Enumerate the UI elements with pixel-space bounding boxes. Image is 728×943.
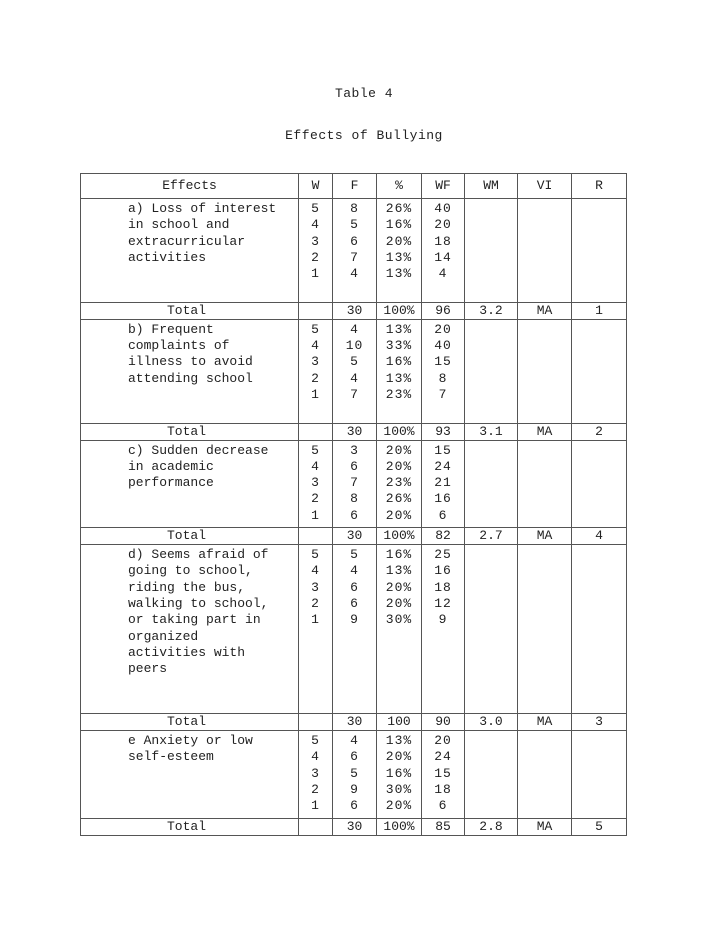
- effect-text-line: organized: [128, 628, 199, 644]
- weight-value: [299, 322, 332, 403]
- frequency-value-line: 6: [350, 595, 359, 611]
- frequency-value-line: 4: [350, 733, 359, 749]
- total-r: 4: [572, 528, 627, 545]
- header-percent: %: [377, 174, 422, 199]
- total-percent: 100%: [377, 423, 422, 440]
- effect-row: [81, 199, 627, 303]
- vi-cell: [518, 199, 572, 303]
- effect-text-line: walking to school,: [128, 595, 269, 611]
- effect-text-line: or taking part in: [128, 612, 261, 628]
- percent-value-line: 33%: [385, 338, 413, 354]
- wm-cell: [465, 440, 518, 528]
- weighted-frequency-value-line: 12: [434, 595, 452, 611]
- weighted-frequency-value-line: 20: [434, 733, 452, 749]
- total-percent: 100: [377, 714, 422, 731]
- effect-text: [128, 322, 298, 387]
- weighted-frequency-value-line: 20: [434, 217, 452, 233]
- frequency-value-line: 8: [350, 491, 359, 507]
- total-vi: MA: [518, 714, 572, 731]
- total-wf: 93: [422, 423, 465, 440]
- weight-value-line: 2: [311, 491, 320, 507]
- weight-value-line: 3: [311, 354, 320, 370]
- vi-cell: [518, 731, 572, 819]
- total-label: Total: [81, 714, 299, 731]
- frequency-value-line: 9: [350, 781, 359, 797]
- r-cell: [572, 319, 627, 423]
- total-wm: 3.0: [465, 714, 518, 731]
- percent-value-line: 26%: [385, 491, 413, 507]
- weighted-frequency-value-line: 4: [438, 266, 448, 282]
- frequency-value-line: 5: [350, 765, 359, 781]
- total-wf: 82: [422, 528, 465, 545]
- r-cell: [572, 545, 627, 714]
- percent-value: [377, 547, 421, 628]
- weight-value-line: 3: [311, 475, 320, 491]
- effect-text-line: extracurricular: [128, 233, 246, 249]
- total-wf: 85: [422, 818, 465, 835]
- effect-description: [81, 440, 299, 528]
- weight-value: [299, 201, 332, 282]
- header-f: F: [333, 174, 377, 199]
- weighted-frequency-value: [422, 201, 464, 282]
- frequency-value-line: 4: [350, 563, 359, 579]
- weighted-frequency-value: [422, 733, 464, 814]
- total-percent: 100%: [377, 302, 422, 319]
- weighted-frequency-value-line: 18: [434, 233, 452, 249]
- weighted-frequency-value-line: 18: [434, 781, 452, 797]
- effect-text-line: riding the bus,: [128, 579, 246, 595]
- effect-text-line: a) Loss of interest: [128, 201, 277, 216]
- weighted-frequency-value-line: 40: [434, 338, 452, 354]
- weight-value-line: 4: [311, 563, 320, 579]
- frequency-value-line: 3: [350, 442, 359, 458]
- total-row: [81, 302, 627, 319]
- weight-cell: [299, 545, 333, 714]
- weighted-frequency-value-line: 16: [434, 563, 452, 579]
- weighted-frequency-value-line: 16: [434, 491, 452, 507]
- percent-value-line: 30%: [385, 781, 413, 797]
- weighted-frequency-value-line: 15: [434, 354, 452, 370]
- weighted-frequency-value-line: 40: [434, 201, 452, 216]
- effect-text-line: c) Sudden decrease: [128, 442, 269, 458]
- weight-value-line: 1: [311, 612, 320, 628]
- total-f: 30: [333, 714, 377, 731]
- percent-cell: [377, 545, 422, 714]
- frequency-cell: [333, 731, 377, 819]
- header-wm: WM: [465, 174, 518, 199]
- weighted-frequency-value-line: 9: [438, 612, 448, 628]
- percent-value: [377, 443, 421, 524]
- effect-text-line: attending school: [128, 370, 253, 386]
- effect-text-line: self-esteem: [128, 749, 214, 765]
- weight-cell: [299, 731, 333, 819]
- header-r: R: [572, 174, 627, 199]
- frequency-value-line: 6: [350, 233, 359, 249]
- frequency-value-line: 4: [350, 266, 359, 282]
- effect-text-line: activities: [128, 249, 207, 265]
- percent-cell: [377, 731, 422, 819]
- header-w: W: [299, 174, 333, 199]
- effect-text-line: activities with: [128, 644, 246, 660]
- effect-text-line: in school and: [128, 217, 230, 233]
- percent-value-line: 23%: [385, 475, 413, 491]
- effects-table: [80, 173, 627, 836]
- percent-value-line: 26%: [385, 201, 413, 216]
- effect-row: [81, 440, 627, 528]
- weighted-frequency-value-line: 25: [434, 547, 452, 563]
- percent-value-line: 13%: [385, 249, 413, 265]
- total-wm: 3.2: [465, 302, 518, 319]
- weight-value-line: 2: [311, 370, 320, 386]
- weighted-frequency-value-line: 18: [434, 579, 452, 595]
- percent-value-line: 13%: [385, 733, 413, 749]
- percent-value-line: 20%: [385, 458, 413, 474]
- wm-cell: [465, 731, 518, 819]
- weighted-frequency-value-line: 24: [434, 458, 452, 474]
- total-wm: 2.7: [465, 528, 518, 545]
- total-w: [299, 302, 333, 319]
- frequency-value-line: 6: [350, 507, 359, 523]
- r-cell: [572, 731, 627, 819]
- frequency-value: [333, 547, 376, 628]
- weight-value-line: 3: [311, 765, 320, 781]
- weight-value-line: 4: [311, 217, 320, 233]
- total-vi: MA: [518, 302, 572, 319]
- effect-text: [128, 547, 298, 677]
- total-r: 3: [572, 714, 627, 731]
- frequency-cell: [333, 440, 377, 528]
- weighted-frequency-value: [422, 322, 464, 403]
- total-vi: MA: [518, 528, 572, 545]
- total-w: [299, 818, 333, 835]
- percent-value-line: 30%: [385, 612, 413, 628]
- wm-cell: [465, 545, 518, 714]
- weight-value-line: 1: [311, 798, 320, 814]
- effect-row: [81, 731, 627, 819]
- weight-value-line: 5: [311, 547, 320, 563]
- effect-text-line: in academic: [128, 458, 214, 474]
- frequency-value-line: 10: [345, 338, 364, 354]
- total-row: [81, 818, 627, 835]
- weighted-frequency-value-line: 21: [434, 475, 452, 491]
- weight-value-line: 4: [311, 338, 320, 354]
- total-f: 30: [333, 528, 377, 545]
- total-r: 2: [572, 423, 627, 440]
- percent-value-line: 23%: [385, 386, 413, 402]
- table-caption: Effects of Bullying: [285, 128, 443, 143]
- effect-text-line: peers: [128, 661, 168, 677]
- header-wf: WF: [422, 174, 465, 199]
- vi-cell: [518, 440, 572, 528]
- effect-text: [128, 443, 298, 492]
- total-percent: 100%: [377, 528, 422, 545]
- total-row: [81, 423, 627, 440]
- percent-value-line: 13%: [385, 266, 413, 282]
- frequency-value: [333, 322, 376, 403]
- weight-value-line: 5: [311, 321, 320, 337]
- header-effects: Effects: [81, 174, 299, 199]
- header-vi: VI: [518, 174, 572, 199]
- total-vi: MA: [518, 423, 572, 440]
- total-label: Total: [81, 528, 299, 545]
- weight-value-line: 5: [311, 442, 320, 458]
- weight-value: [299, 443, 332, 524]
- total-label: Total: [81, 423, 299, 440]
- r-cell: [572, 199, 627, 303]
- percent-value-line: 20%: [385, 233, 413, 249]
- weighted-frequency-cell: [422, 199, 465, 303]
- frequency-value-line: 5: [350, 217, 359, 233]
- frequency-value-line: 7: [350, 249, 359, 265]
- total-f: 30: [333, 423, 377, 440]
- weighted-frequency-value-line: 6: [438, 798, 448, 814]
- effect-text-line: e Anxiety or low: [128, 733, 253, 749]
- effect-text: [128, 733, 298, 766]
- weight-value: [299, 547, 332, 628]
- weighted-frequency-value-line: 15: [434, 442, 452, 458]
- weight-value-line: 1: [311, 507, 320, 523]
- frequency-value: [333, 443, 376, 524]
- effect-text-line: b) Frequent: [128, 321, 214, 337]
- percent-value-line: 16%: [385, 547, 413, 563]
- percent-value-line: 20%: [385, 442, 413, 458]
- weighted-frequency-cell: [422, 731, 465, 819]
- effect-description: [81, 319, 299, 423]
- percent-value: [377, 201, 421, 282]
- total-w: [299, 528, 333, 545]
- total-label: Total: [81, 818, 299, 835]
- weight-value-line: 2: [311, 595, 320, 611]
- total-wf: 90: [422, 714, 465, 731]
- frequency-value-line: 4: [350, 370, 359, 386]
- frequency-cell: [333, 199, 377, 303]
- weighted-frequency-value-line: 20: [434, 321, 452, 337]
- frequency-value-line: 6: [350, 798, 359, 814]
- percent-value-line: 13%: [385, 370, 413, 386]
- header-row: [81, 174, 627, 199]
- percent-value-line: 16%: [385, 765, 413, 781]
- weight-cell: [299, 319, 333, 423]
- percent-value: [377, 733, 421, 814]
- vi-cell: [518, 319, 572, 423]
- percent-value: [377, 322, 421, 403]
- wm-cell: [465, 319, 518, 423]
- frequency-value-line: 7: [350, 475, 359, 491]
- weighted-frequency-value-line: 7: [438, 386, 448, 402]
- weight-value-line: 2: [311, 249, 320, 265]
- total-r: 1: [572, 302, 627, 319]
- weight-value-line: 5: [311, 201, 320, 216]
- total-w: [299, 423, 333, 440]
- total-label: Total: [81, 302, 299, 319]
- percent-value-line: 20%: [385, 749, 413, 765]
- weight-value-line: 5: [311, 733, 320, 749]
- total-wf: 96: [422, 302, 465, 319]
- total-wm: 3.1: [465, 423, 518, 440]
- frequency-value: [333, 201, 376, 282]
- percent-value-line: 20%: [385, 798, 413, 814]
- total-percent: 100%: [377, 818, 422, 835]
- effect-description: [81, 199, 299, 303]
- table-number: Table 4: [334, 86, 394, 101]
- wm-cell: [465, 199, 518, 303]
- frequency-value-line: 9: [350, 612, 359, 628]
- effect-description: [81, 731, 299, 819]
- frequency-value-line: 5: [350, 547, 359, 563]
- effect-row: [81, 545, 627, 714]
- weighted-frequency-value-line: 14: [434, 249, 452, 265]
- frequency-value-line: 6: [350, 579, 359, 595]
- weighted-frequency-cell: [422, 319, 465, 423]
- frequency-value: [333, 733, 376, 814]
- effect-text-line: going to school,: [128, 563, 253, 579]
- frequency-value-line: 6: [350, 749, 359, 765]
- effect-text: [128, 201, 298, 266]
- table-body: [81, 199, 627, 836]
- weight-value-line: 1: [311, 386, 320, 402]
- weighted-frequency-value-line: 6: [438, 507, 448, 523]
- weight-cell: [299, 440, 333, 528]
- frequency-value-line: 7: [350, 386, 359, 402]
- frequency-value-line: 5: [350, 354, 359, 370]
- percent-value-line: 16%: [385, 217, 413, 233]
- percent-cell: [377, 199, 422, 303]
- total-row: [81, 714, 627, 731]
- percent-cell: [377, 319, 422, 423]
- total-row: [81, 528, 627, 545]
- weight-value-line: 3: [311, 579, 320, 595]
- total-vi: MA: [518, 818, 572, 835]
- total-f: 30: [333, 302, 377, 319]
- effect-text-line: performance: [128, 475, 214, 491]
- weight-value-line: 1: [311, 266, 320, 282]
- percent-cell: [377, 440, 422, 528]
- effect-text-line: illness to avoid: [128, 354, 253, 370]
- weighted-frequency-value-line: 15: [434, 765, 452, 781]
- frequency-value-line: 8: [350, 201, 359, 216]
- r-cell: [572, 440, 627, 528]
- frequency-cell: [333, 545, 377, 714]
- percent-value-line: 20%: [385, 507, 413, 523]
- vi-cell: [518, 545, 572, 714]
- effect-row: [81, 319, 627, 423]
- weight-value-line: 3: [311, 233, 320, 249]
- weight-cell: [299, 199, 333, 303]
- percent-value-line: 20%: [385, 595, 413, 611]
- frequency-cell: [333, 319, 377, 423]
- frequency-value-line: 4: [350, 321, 359, 337]
- percent-value-line: 16%: [385, 354, 413, 370]
- effect-text-line: d) Seems afraid of: [128, 547, 269, 563]
- total-f: 30: [333, 818, 377, 835]
- effect-description: [81, 545, 299, 714]
- total-w: [299, 714, 333, 731]
- effect-text-line: complaints of: [128, 338, 230, 354]
- weighted-frequency-value: [422, 443, 464, 524]
- weighted-frequency-value-line: 8: [438, 370, 448, 386]
- weight-value-line: 4: [311, 458, 320, 474]
- weight-value: [299, 733, 332, 814]
- percent-value-line: 20%: [385, 579, 413, 595]
- weight-value-line: 4: [311, 749, 320, 765]
- total-r: 5: [572, 818, 627, 835]
- percent-value-line: 13%: [385, 321, 413, 337]
- percent-value-line: 13%: [385, 563, 413, 579]
- weight-value-line: 2: [311, 781, 320, 797]
- weighted-frequency-cell: [422, 545, 465, 714]
- weighted-frequency-value-line: 24: [434, 749, 452, 765]
- weighted-frequency-cell: [422, 440, 465, 528]
- frequency-value-line: 6: [350, 458, 359, 474]
- total-wm: 2.8: [465, 818, 518, 835]
- weighted-frequency-value: [422, 547, 464, 628]
